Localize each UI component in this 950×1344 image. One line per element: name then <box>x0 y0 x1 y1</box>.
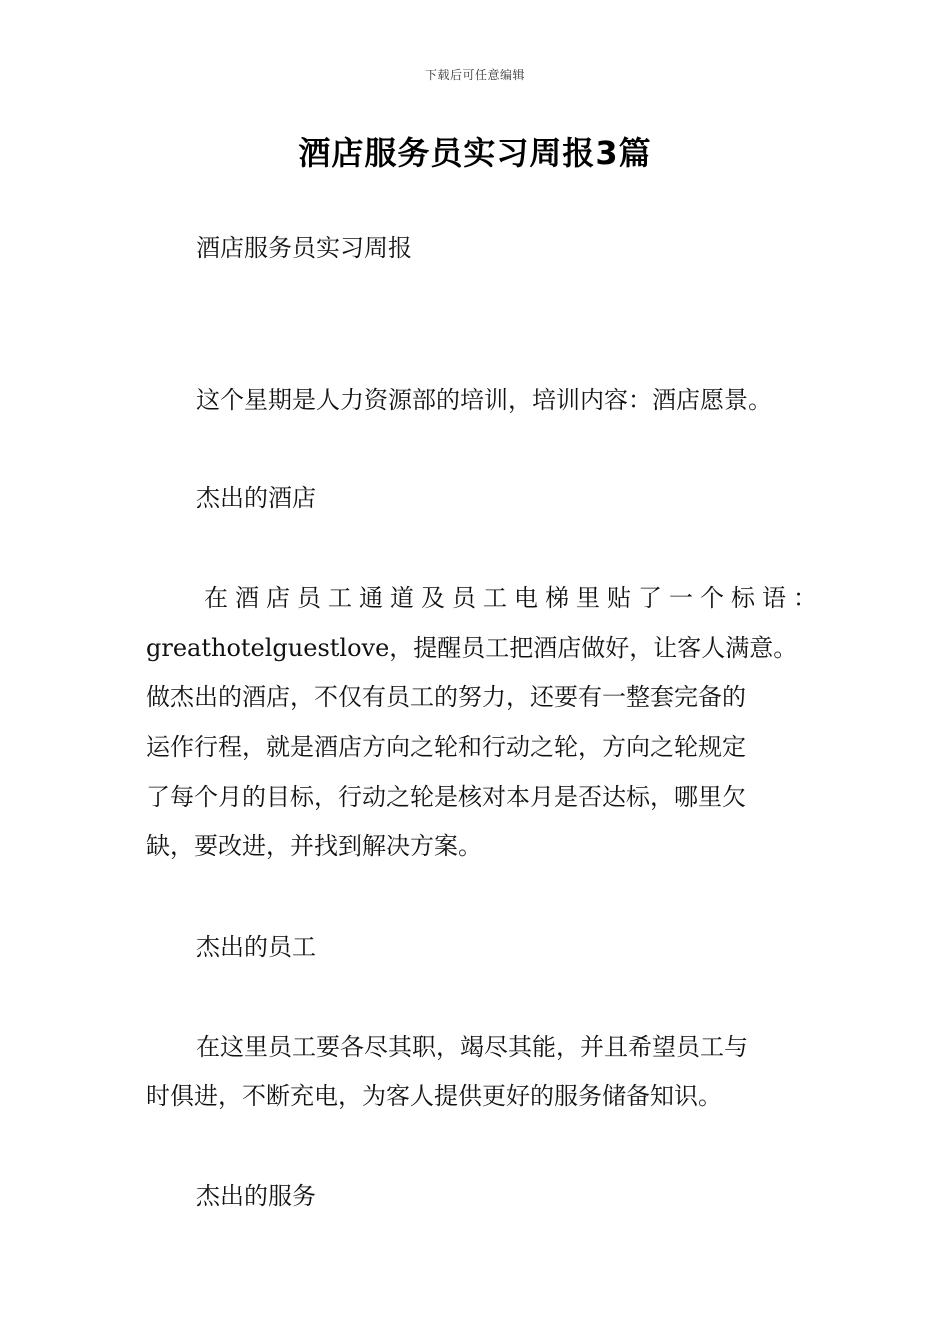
paragraph-hotel-line-1: 在酒店员工通道及员工电梯里贴了一个标语： <box>204 584 824 612</box>
paragraph-staff-line-2: 时俱进，不断充电，为客人提供更好的服务储备知识。 <box>146 1082 722 1110</box>
paragraph-hotel-line-5: 了每个月的目标，行动之轮是核对本月是否达标，哪里欠 <box>146 783 746 811</box>
paragraph-hotel-line-2: greathotelguestlove，提醒员工把酒店做好，让客人满意。 <box>146 634 798 662</box>
section-heading-staff: 杰出的员工 <box>196 933 316 961</box>
section-heading-hotel: 杰出的酒店 <box>196 484 316 512</box>
paragraph-intro: 这个星期是人力资源部的培训，培训内容：酒店愿景。 <box>196 386 772 414</box>
section-heading-service: 杰出的服务 <box>196 1182 316 1210</box>
paragraph-hotel-line-4: 运作行程，就是酒店方向之轮和行动之轮，方向之轮规定 <box>146 733 746 761</box>
header-note: 下载后可任意编辑 <box>424 68 525 82</box>
paragraph-hotel-line-3: 做杰出的酒店，不仅有员工的努力，还要有一整套完备的 <box>146 683 746 711</box>
paragraph-staff-line-1: 在这里员工要各尽其职，竭尽其能，并且希望员工与 <box>196 1033 748 1061</box>
paragraph-hotel-line-6: 缺，要改进，并找到解决方案。 <box>146 832 482 860</box>
subtitle: 酒店服务员实习周报 <box>196 234 412 262</box>
document-title: 酒店服务员实习周报3篇 <box>298 134 652 172</box>
